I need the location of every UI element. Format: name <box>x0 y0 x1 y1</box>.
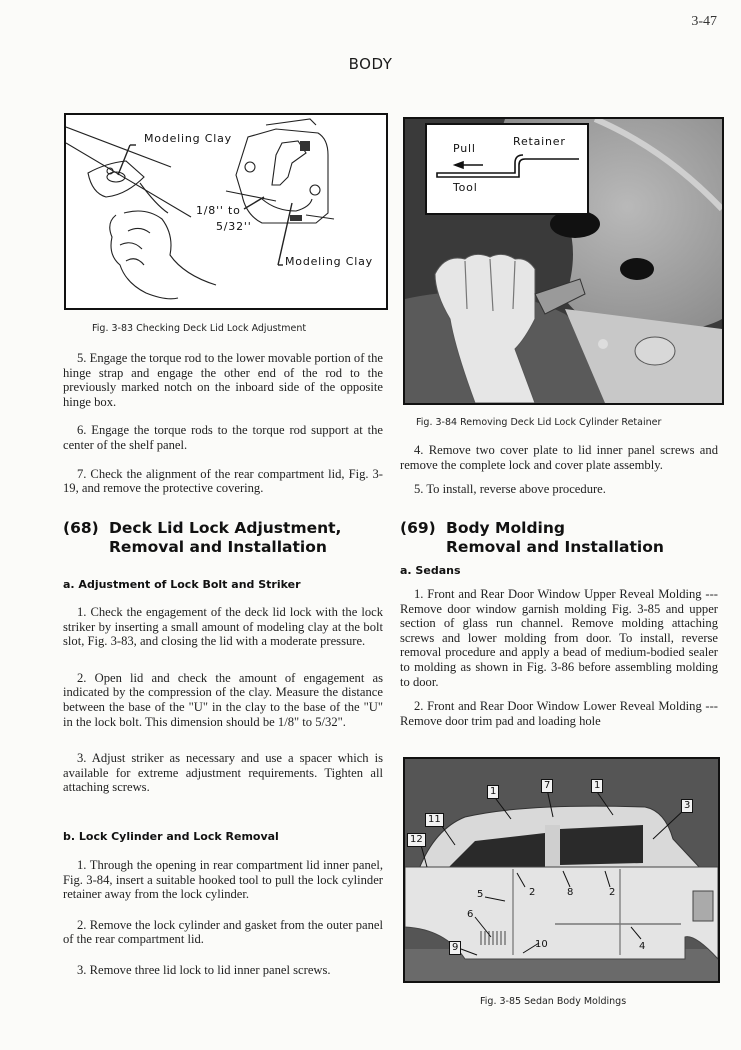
sedans-step-1: 1. Front and Rear Door Window Upper Reveal Molding --- Remove door window garnish molding Fig. 3-85 and upper section of glass run channel. Remove molding attaching screws and lower molding from door. To install, reverse removal procedure and apply a bead of medium-bodied sealer to molding as shown in Fig. 3-86 before assembling molding to door. <box>400 587 718 689</box>
modeling-clay-top-label: Modeling Clay <box>144 132 232 145</box>
callout-12: 12 <box>407 833 426 847</box>
callout-3: 3 <box>681 799 693 813</box>
sedans-step-2: 2. Front and Rear Door Window Lower Reveal Molding --- Remove door trim pad and loading hole <box>400 699 718 728</box>
pull-label: Pull <box>453 142 476 155</box>
section-title: BODY <box>348 55 393 73</box>
figure-3-84 <box>403 117 724 405</box>
figure-3-83 <box>64 113 388 310</box>
sub-b-step-2: 2. Remove the lock cylinder and gasket from the outer panel of the rear compartment lid. <box>63 917 383 947</box>
step-5-paragraph: 5. Engage the torque rod to the lower movable portion of the hinge strap and engage the other end of the rod to the previously marked notch on the inboard side of the opposite hinge box. <box>63 351 383 409</box>
subsection-sedans-heading: a. Sedans <box>400 564 461 577</box>
figure-3-83-caption: Fig. 3-83 Checking Deck Lid Lock Adjustment <box>92 323 307 334</box>
subsection-a-steps <box>63 605 383 795</box>
step-4-paragraph: 4. Remove two cover plate to lid inner panel screws and remove the complete lock and cover plate assembly. <box>400 443 718 472</box>
sub-a-step-1: 1. Check the engagement of the deck lid lock with the lock striker by inserting a small amount of modeling clay at the bolt slot, Fig. 3-83, and closing the lid with a moderate pressure. <box>63 605 383 649</box>
subsection-b-heading: b. Lock Cylinder and Lock Removal <box>63 830 279 843</box>
callout-1-left: 1 <box>487 785 499 799</box>
section-68-number: (68) <box>63 519 99 537</box>
sub-b-step-1: 1. Through the opening in rear compartment lid inner panel, Fig. 3-84, insert a suitable hooked tool to pull the lock cylinder retainer away from the lock cylinder. <box>63 858 383 902</box>
callout-8: 8 <box>567 887 574 898</box>
section-68-title-line1: Deck Lid Lock Adjustment, <box>109 519 342 537</box>
callout-4: 4 <box>639 941 646 952</box>
sub-b-step-3: 3. Remove three lid lock to lid inner panel screws. <box>77 962 331 977</box>
callout-9: 9 <box>449 941 461 955</box>
callout-5: 5 <box>477 889 484 900</box>
step-5-install-paragraph: 5. To install, reverse above procedure. <box>414 482 606 497</box>
callout-10: 10 <box>535 939 548 950</box>
callout-2-left: 2 <box>529 887 536 898</box>
section-68-heading <box>63 519 393 557</box>
figure-3-85 <box>403 757 720 983</box>
sub-a-step-3: 3. Adjust striker as necessary and use a spacer which is available for extreme adjustment requirements. Tighten all attaching screws. <box>63 751 383 795</box>
subsection-b-steps <box>63 858 383 978</box>
callout-7: 7 <box>541 779 553 793</box>
step-6-paragraph: 6. Engage the torque rods to the torque rod support at the center of the shelf panel. <box>63 423 383 452</box>
subsection-a-heading: a. Adjustment of Lock Bolt and Striker <box>63 578 301 591</box>
sub-a-step-2: 2. Open lid and check the amount of engagement as indicated by the compression of the clay. Measure the distance between the base of the "U" in the clay to the base of the "U" in the lock bolt. This dimension should be 1/8" to 5/32". <box>63 670 383 729</box>
section-69-title-line2: Removal and Installation <box>446 538 664 556</box>
callout-1-right: 1 <box>591 779 603 793</box>
left-steps-top <box>63 351 383 496</box>
gap-dimension-label-2: 5/32'' <box>216 220 252 233</box>
modeling-clay-bottom-label: Modeling Clay <box>285 255 373 268</box>
callout-11: 11 <box>425 813 444 827</box>
section-69-title-line1: Body Molding <box>446 519 565 537</box>
callout-2-right: 2 <box>609 887 616 898</box>
tool-label: Tool <box>453 181 478 194</box>
callout-6: 6 <box>467 909 474 920</box>
step-7-paragraph: 7. Check the alignment of the rear compartment lid, Fig. 3-19, and remove the protective covering. <box>63 466 383 496</box>
pull-tool-inset <box>425 123 589 215</box>
page-number: 3-47 <box>691 14 717 29</box>
sedans-steps <box>400 587 718 728</box>
right-steps-top <box>400 443 718 497</box>
gap-dimension-label-1: 1/8'' to <box>196 204 241 217</box>
figure-3-84-caption: Fig. 3-84 Removing Deck Lid Lock Cylinder Retainer <box>416 417 662 428</box>
retainer-label: Retainer <box>513 135 566 148</box>
section-68-title-line2: Removal and Installation <box>109 538 327 556</box>
section-69-number: (69) <box>400 519 436 537</box>
figure-3-85-caption: Fig. 3-85 Sedan Body Moldings <box>480 996 627 1007</box>
section-69-heading <box>400 519 730 557</box>
